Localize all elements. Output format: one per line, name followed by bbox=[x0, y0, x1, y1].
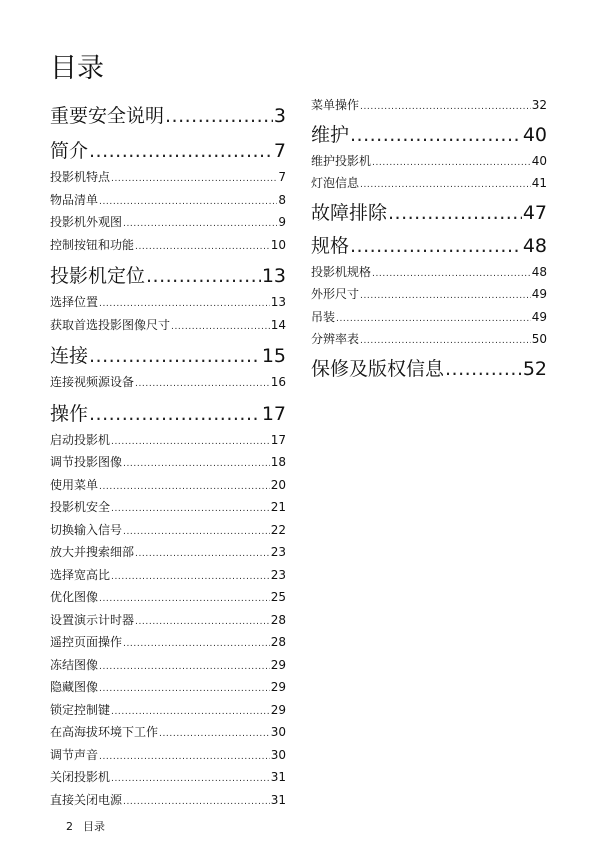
toc-entry-page-number: 52 bbox=[522, 357, 547, 380]
toc-dot-leader bbox=[360, 330, 531, 353]
toc-entry-label: 物品清单 bbox=[50, 192, 99, 207]
toc-section-entry[interactable] bbox=[50, 451, 286, 474]
toc-chapter-entry[interactable] bbox=[50, 137, 286, 166]
toc-chapter-entry[interactable] bbox=[311, 355, 547, 384]
toc-dot-leader bbox=[388, 199, 522, 228]
toc-entry-page-number: 14 bbox=[270, 317, 286, 332]
toc-left-column bbox=[50, 94, 286, 811]
toc-entry-label: 保修及版权信息 bbox=[311, 357, 445, 380]
toc-entry-label: 控制按钮和功能 bbox=[50, 237, 135, 252]
toc-entry-label: 外形尺寸 bbox=[311, 287, 360, 301]
toc-entry-label: 故障排除 bbox=[311, 201, 388, 224]
toc-section-entry[interactable] bbox=[50, 371, 286, 394]
toc-chapter-entry[interactable] bbox=[50, 400, 286, 429]
toc-dot-leader bbox=[99, 746, 270, 769]
toc-entry-label: 关闭投影机 bbox=[50, 770, 111, 784]
toc-right-column bbox=[311, 94, 547, 384]
toc-section-entry[interactable] bbox=[50, 609, 286, 632]
toc-dot-leader bbox=[89, 137, 273, 166]
toc-chapter-entry[interactable] bbox=[311, 232, 547, 261]
toc-section-entry[interactable] bbox=[50, 744, 286, 767]
toc-entry-label: 投影机定位 bbox=[50, 265, 146, 287]
toc-entry-label: 启动投影机 bbox=[50, 432, 111, 447]
toc-dot-leader bbox=[111, 168, 277, 191]
toc-entry-page-number: 23 bbox=[270, 567, 286, 582]
toc-entry-label: 遥控页面操作 bbox=[50, 635, 123, 649]
toc-entry-page-number: 7 bbox=[273, 140, 286, 162]
page-title: 目录 bbox=[50, 53, 104, 84]
toc-entry-label: 连接视频源设备 bbox=[50, 375, 135, 389]
toc-entry-label: 投影机规格 bbox=[311, 264, 372, 279]
toc-dot-leader bbox=[123, 453, 270, 476]
toc-section-entry[interactable] bbox=[50, 766, 286, 789]
toc-section-entry[interactable] bbox=[50, 654, 286, 677]
toc-section-entry[interactable] bbox=[50, 676, 286, 699]
toc-dot-leader bbox=[99, 678, 270, 701]
toc-section-entry[interactable] bbox=[50, 291, 286, 314]
toc-section-entry[interactable] bbox=[50, 211, 286, 234]
toc-chapter-entry[interactable] bbox=[50, 342, 286, 371]
toc-dot-leader bbox=[360, 96, 531, 119]
toc-dot-leader bbox=[135, 236, 270, 259]
toc-section-entry[interactable] bbox=[50, 314, 286, 337]
toc-section-entry[interactable] bbox=[50, 789, 286, 812]
toc-entry-page-number: 28 bbox=[270, 635, 286, 649]
toc-section-entry[interactable] bbox=[311, 261, 547, 284]
toc-entry-label: 重要安全说明 bbox=[50, 105, 165, 127]
toc-section-entry[interactable] bbox=[311, 94, 547, 117]
toc-section-entry[interactable] bbox=[50, 586, 286, 609]
toc-entry-label: 投影机特点 bbox=[50, 170, 111, 184]
toc-entry-page-number: 31 bbox=[270, 792, 286, 807]
toc-dot-leader bbox=[135, 611, 270, 634]
toc-entry-page-number: 23 bbox=[270, 545, 286, 559]
toc-entry-page-number: 32 bbox=[531, 98, 547, 112]
toc-dot-leader bbox=[99, 476, 270, 499]
toc-entry-page-number: 16 bbox=[270, 375, 286, 389]
toc-dot-leader bbox=[99, 293, 270, 316]
toc-entry-page-number: 31 bbox=[270, 770, 286, 784]
toc-section-entry[interactable] bbox=[311, 328, 547, 351]
toc-section-entry[interactable] bbox=[311, 306, 547, 329]
toc-dot-leader bbox=[99, 588, 270, 611]
toc-entry-page-number: 21 bbox=[270, 500, 286, 514]
toc-entry-label: 简介 bbox=[50, 140, 89, 162]
toc-section-entry[interactable] bbox=[50, 631, 286, 654]
toc-dot-leader bbox=[123, 521, 270, 544]
toc-entry-page-number: 29 bbox=[270, 702, 286, 717]
toc-dot-leader bbox=[123, 633, 270, 656]
toc-entry-label: 连接 bbox=[50, 345, 89, 367]
toc-entry-page-number: 28 bbox=[270, 612, 286, 627]
toc-dot-leader bbox=[111, 566, 270, 589]
toc-entry-page-number: 10 bbox=[270, 237, 286, 252]
toc-dot-leader bbox=[159, 723, 270, 746]
toc-entry-label: 分辨率表 bbox=[311, 332, 360, 346]
toc-dot-leader bbox=[372, 263, 531, 286]
toc-entry-page-number: 13 bbox=[261, 265, 286, 287]
toc-dot-leader bbox=[111, 768, 270, 791]
toc-entry-label: 设置演示计时器 bbox=[50, 612, 135, 627]
toc-entry-label: 优化图像 bbox=[50, 590, 99, 604]
toc-entry-label: 切换输入信号 bbox=[50, 522, 123, 537]
toc-dot-leader bbox=[171, 316, 270, 339]
toc-dot-leader bbox=[336, 308, 531, 331]
toc-dot-leader bbox=[89, 342, 261, 371]
toc-entry-page-number: 40 bbox=[531, 153, 547, 168]
toc-section-entry[interactable] bbox=[50, 496, 286, 519]
toc-entry-page-number: 47 bbox=[522, 201, 547, 224]
toc-entry-label: 维护投影机 bbox=[311, 153, 372, 168]
toc-chapter-entry[interactable] bbox=[311, 121, 547, 150]
toc-entry-page-number: 7 bbox=[278, 170, 286, 184]
toc-chapter-entry[interactable] bbox=[50, 102, 286, 131]
toc-dot-leader bbox=[350, 232, 522, 261]
toc-dot-leader bbox=[89, 400, 261, 429]
toc-entry-page-number: 30 bbox=[270, 725, 286, 739]
toc-entry-label: 使用菜单 bbox=[50, 477, 99, 492]
toc-dot-leader bbox=[360, 285, 531, 308]
toc-entry-page-number: 48 bbox=[522, 234, 547, 257]
toc-entry-page-number: 22 bbox=[270, 522, 286, 537]
toc-entry-page-number: 41 bbox=[531, 176, 547, 190]
toc-dot-leader bbox=[135, 543, 270, 566]
toc-dot-leader bbox=[445, 355, 522, 384]
toc-entry-label: 隐藏图像 bbox=[50, 680, 99, 694]
toc-entry-label: 灯泡信息 bbox=[311, 176, 360, 190]
toc-entry-label: 调节投影图像 bbox=[50, 455, 123, 469]
toc-dot-leader bbox=[99, 191, 277, 214]
toc-entry-label: 在高海拔环境下工作 bbox=[50, 725, 159, 739]
toc-dot-leader bbox=[111, 498, 270, 521]
toc-entry-label: 锁定控制键 bbox=[50, 702, 111, 717]
toc-section-entry[interactable] bbox=[50, 189, 286, 212]
toc-entry-page-number: 49 bbox=[531, 309, 547, 324]
toc-chapter-entry[interactable] bbox=[311, 199, 547, 228]
toc-entry-label: 获取首选投影图像尺寸 bbox=[50, 317, 171, 332]
footer-section-title: 目录 bbox=[83, 820, 105, 833]
toc-entry-page-number: 40 bbox=[522, 123, 547, 146]
toc-entry-label: 选择位置 bbox=[50, 295, 99, 309]
toc-section-entry[interactable] bbox=[50, 721, 286, 744]
toc-entry-label: 菜单操作 bbox=[311, 98, 360, 112]
toc-entry-page-number: 49 bbox=[531, 287, 547, 301]
toc-dot-leader bbox=[135, 373, 270, 396]
toc-section-entry[interactable] bbox=[50, 234, 286, 257]
toc-entry-label: 放大并搜索细部 bbox=[50, 545, 135, 559]
toc-entry-label: 投影机外观图 bbox=[50, 215, 123, 229]
toc-dot-leader bbox=[111, 701, 270, 724]
toc-section-entry[interactable] bbox=[50, 474, 286, 497]
toc-section-entry[interactable] bbox=[50, 519, 286, 542]
toc-section-entry[interactable] bbox=[50, 699, 286, 722]
toc-entry-label: 选择宽高比 bbox=[50, 567, 111, 582]
toc-entry-label: 投影机安全 bbox=[50, 500, 111, 514]
toc-section-entry[interactable] bbox=[50, 429, 286, 452]
toc-section-entry[interactable] bbox=[50, 564, 286, 587]
toc-entry-label: 吊装 bbox=[311, 309, 336, 324]
page-footer bbox=[66, 818, 115, 834]
toc-entry-page-number: 29 bbox=[270, 680, 286, 694]
toc-dot-leader bbox=[99, 656, 270, 679]
toc-entry-page-number: 18 bbox=[270, 455, 286, 469]
toc-entry-page-number: 9 bbox=[278, 215, 286, 229]
toc-section-entry[interactable] bbox=[50, 166, 286, 189]
toc-entry-page-number: 30 bbox=[270, 747, 286, 762]
toc-dot-leader bbox=[146, 262, 261, 291]
toc-entry-label: 冻结图像 bbox=[50, 657, 99, 672]
toc-section-entry[interactable] bbox=[311, 150, 547, 173]
toc-dot-leader bbox=[165, 102, 273, 131]
toc-dot-leader bbox=[111, 431, 270, 454]
toc-entry-page-number: 50 bbox=[531, 332, 547, 346]
toc-entry-page-number: 29 bbox=[270, 657, 286, 672]
toc-chapter-entry[interactable] bbox=[50, 262, 286, 291]
toc-dot-leader bbox=[360, 174, 531, 197]
toc-entry-label: 规格 bbox=[311, 234, 350, 257]
toc-entry-page-number: 48 bbox=[531, 264, 547, 279]
footer-page-number: 2 bbox=[66, 820, 73, 833]
toc-dot-leader bbox=[123, 213, 277, 236]
toc-entry-page-number: 15 bbox=[261, 345, 286, 367]
toc-entry-page-number: 25 bbox=[270, 590, 286, 604]
toc-entry-page-number: 17 bbox=[261, 402, 286, 425]
toc-dot-leader bbox=[350, 121, 522, 150]
toc-dot-leader bbox=[372, 152, 531, 175]
toc-entry-page-number: 3 bbox=[273, 105, 286, 127]
toc-entry-page-number: 13 bbox=[270, 295, 286, 309]
toc-section-entry[interactable] bbox=[311, 172, 547, 195]
toc-section-entry[interactable] bbox=[50, 541, 286, 564]
toc-entry-page-number: 20 bbox=[270, 477, 286, 492]
toc-entry-label: 维护 bbox=[311, 123, 350, 146]
toc-section-entry[interactable] bbox=[311, 283, 547, 306]
toc-entry-label: 操作 bbox=[50, 402, 89, 425]
toc-dot-leader bbox=[123, 791, 270, 814]
toc-entry-page-number: 17 bbox=[270, 432, 286, 447]
toc-entry-page-number: 8 bbox=[278, 192, 286, 207]
toc-entry-label: 直接关闭电源 bbox=[50, 792, 123, 807]
toc-entry-label: 调节声音 bbox=[50, 747, 99, 762]
